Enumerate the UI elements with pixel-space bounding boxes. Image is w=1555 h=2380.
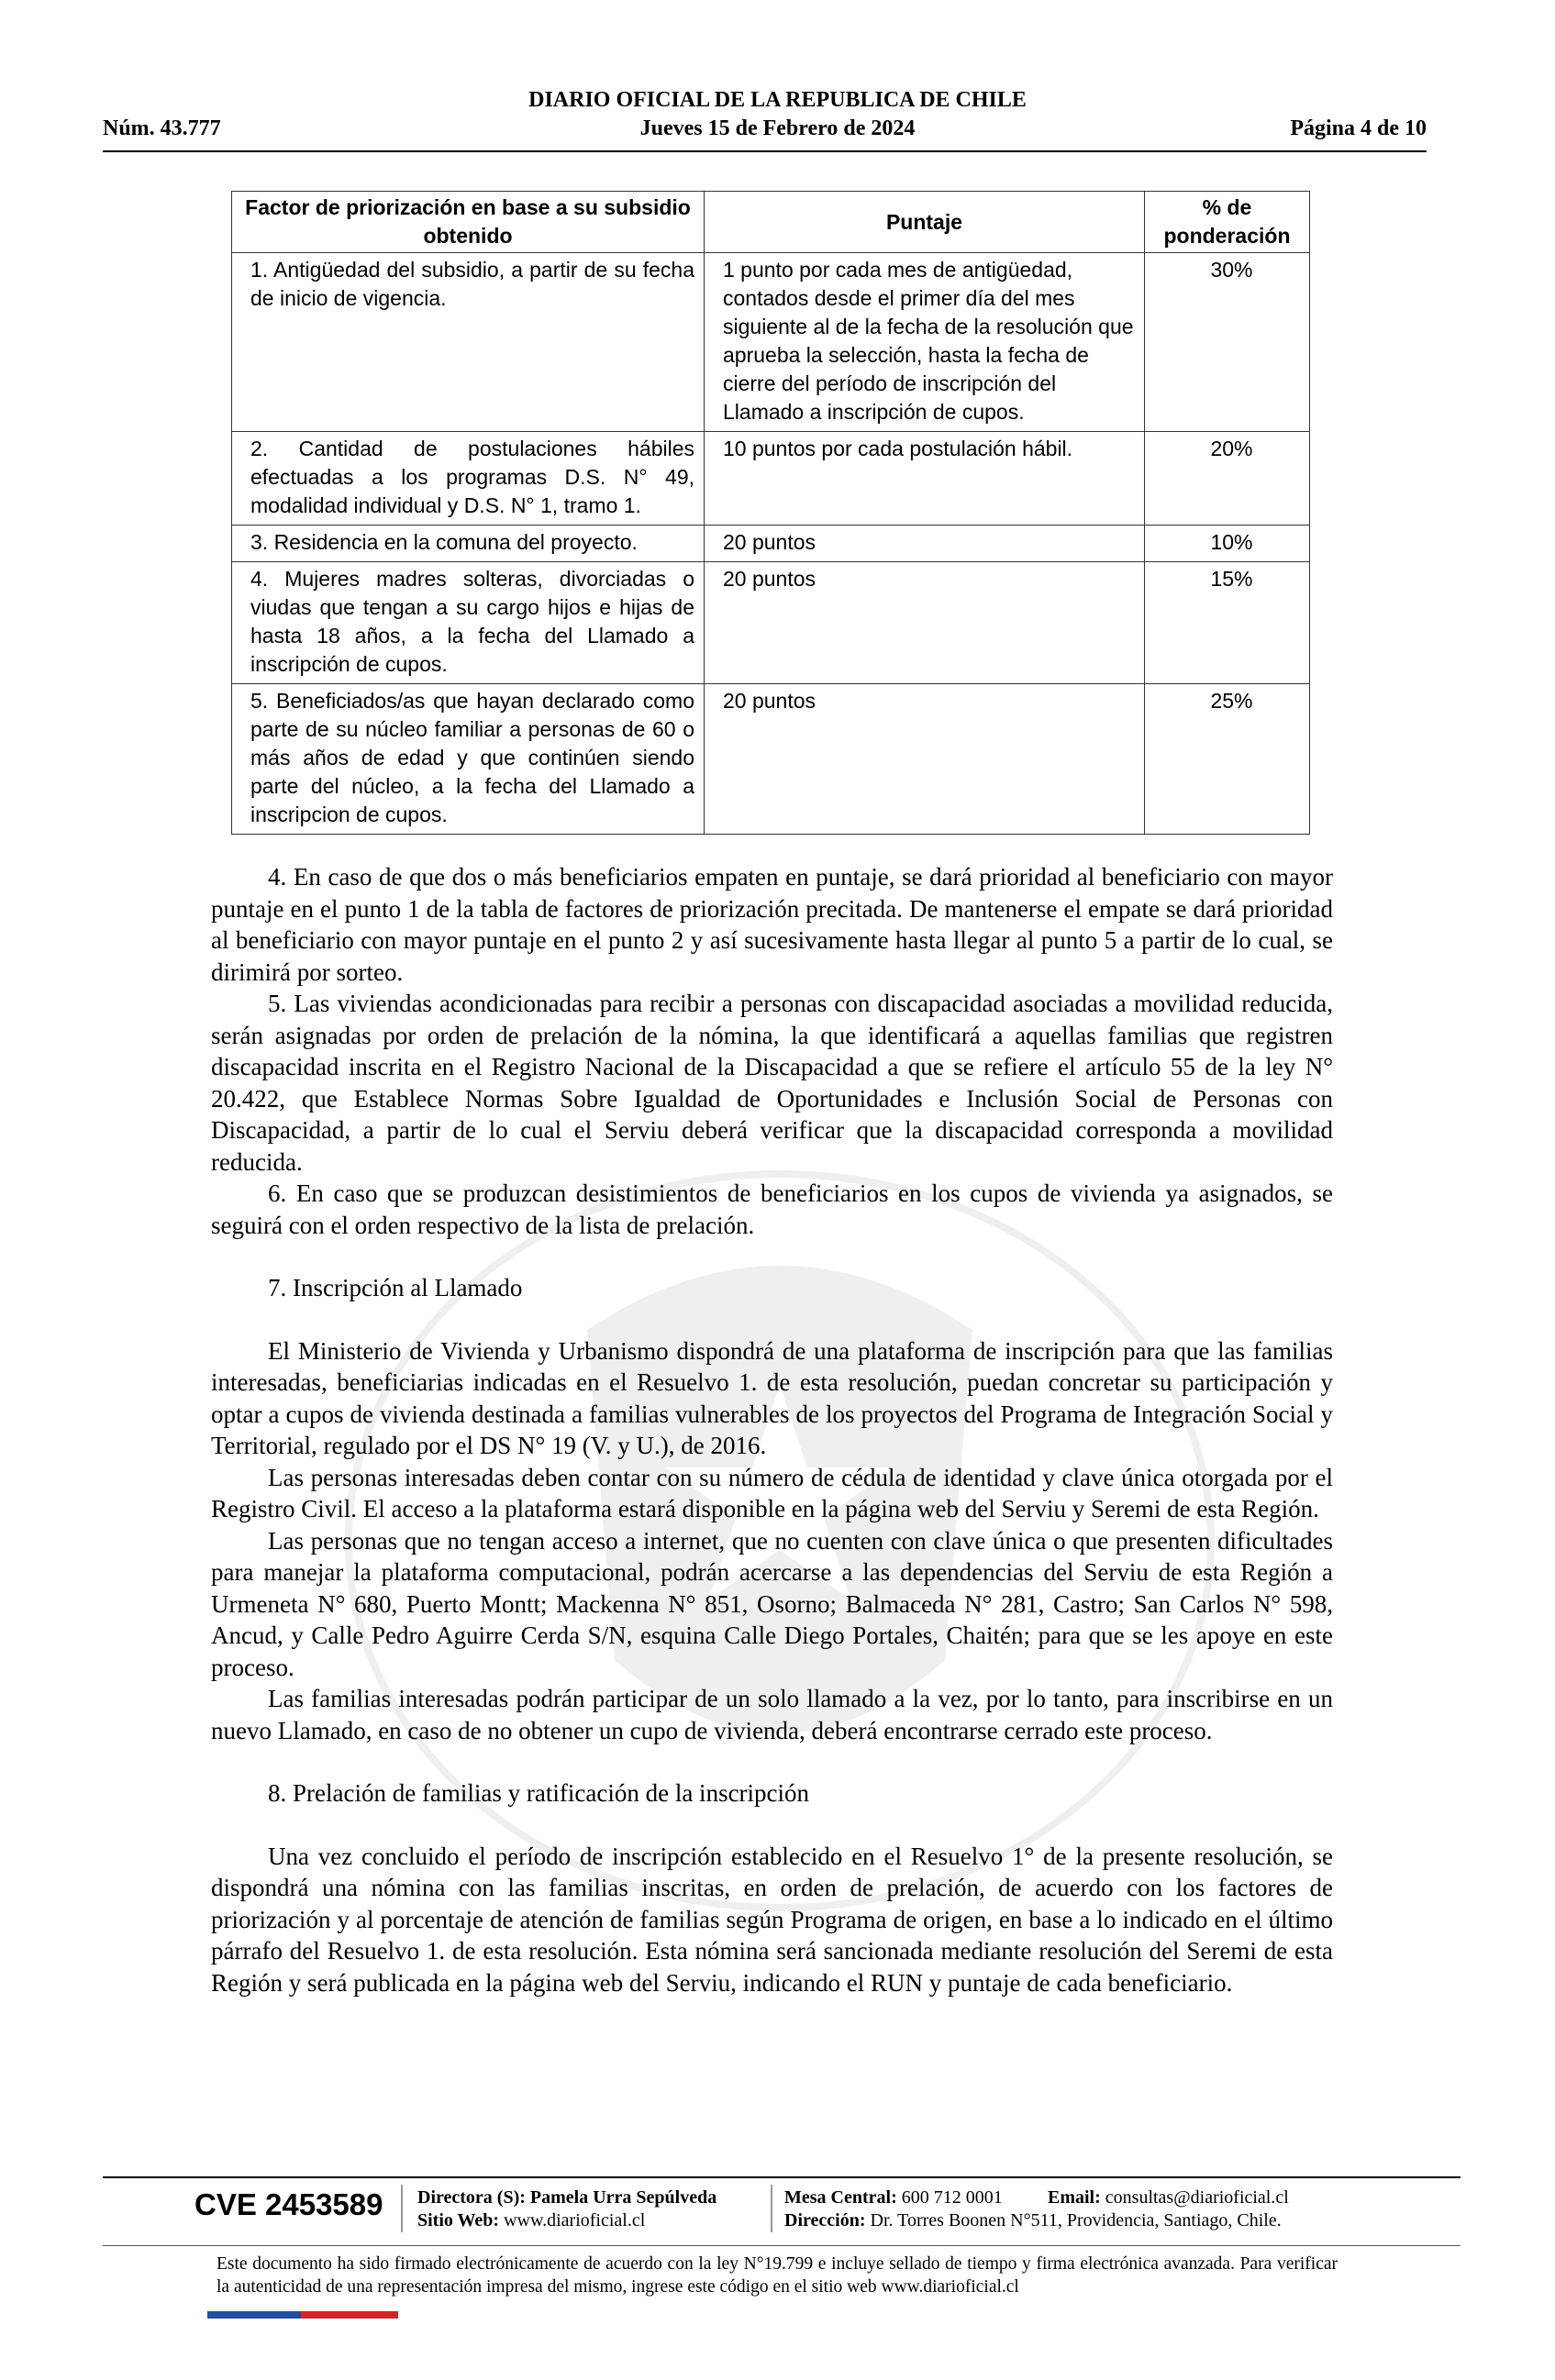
score-cell: 20 puntos bbox=[705, 562, 1145, 684]
footer-separator bbox=[401, 2185, 403, 2232]
paragraph-7c: Las personas que no tengan acceso a internet, que no cuenten con clave única o que presenten dificultades para manejar la plataforma computacional, podrán acercarse a las dependencias del Serviu de esta Región a Urmeneta N° 680, Puerto Montt; Mackenna N° 851, Osorno; Balmaceda N° 281, Castro; San Carlos N° 598, Ancud, y Calle Pedro Aguirre Cerda S/N, esquina Calle Diego Portales, Chaitén; para que se les apoye en este proceso. bbox=[211, 1526, 1333, 1681]
flag-stripe-red bbox=[301, 2311, 398, 2319]
weight-cell: 30% bbox=[1145, 253, 1310, 432]
paragraph-7d: Las familias interesadas podrán participar de un solo llamado a la vez, por lo tanto, para inscribirse en un nuevo Llamado, en caso de no obtener un cupo de vivienda, deberá encontrarse cerrado este proceso. bbox=[211, 1685, 1333, 1744]
email-link[interactable]: consultas@diarioficial.cl bbox=[1105, 2187, 1289, 2208]
address-label: Dirección: bbox=[784, 2210, 866, 2231]
header-divider bbox=[103, 150, 1427, 152]
section-heading-7: 7. Inscripción al Llamado bbox=[268, 1274, 523, 1301]
publication-title: DIARIO OFICIAL DE LA REPUBLICA DE CHILE bbox=[528, 88, 1027, 112]
address-value: Dr. Torres Boonen N°511, Providencia, Santiago, Chile. bbox=[870, 2210, 1282, 2231]
weight-cell: 10% bbox=[1145, 526, 1310, 562]
paragraph-7b: Las personas interesadas deben contar con su número de cédula de identidad y clave única otorgada por el Registro Civil. El acceso a la plataforma estará disponible en la página web del Serviu y Seremi de esta Región. bbox=[211, 1463, 1333, 1522]
page-indicator: Página 4 de 10 bbox=[1290, 116, 1427, 140]
footer-divider bbox=[103, 2176, 1461, 2178]
document-body bbox=[211, 861, 1333, 1998]
score-cell: 10 puntos por cada postulación hábil. bbox=[705, 432, 1145, 526]
weight-cell: 15% bbox=[1145, 562, 1310, 684]
phone-line bbox=[784, 2187, 1003, 2208]
paragraph-4: 4. En caso de que dos o más beneficiarios empaten en puntaje, se dará prioridad al beneficiario con mayor puntaje en el punto 1 de la tabla de factores de priorización precitada. De mantenerse el empate se dará prioridad al beneficiario con mayor puntaje en el punto 2 y así sucesivamente hasta llegar al punto 5 a partir de lo cual, se dirimirá por sorteo. bbox=[211, 863, 1333, 986]
email-line bbox=[1048, 2187, 1289, 2208]
table-row bbox=[232, 432, 1310, 526]
footer-divider bbox=[103, 2245, 1461, 2246]
factor-cell: 2. Cantidad de postulaciones hábiles efectuadas a los programas D.S. N° 49, modalidad individual y D.S. N° 1, tramo 1. bbox=[232, 432, 705, 526]
table-row bbox=[232, 526, 1310, 562]
email-label: Email: bbox=[1048, 2187, 1101, 2208]
paragraph-6: 6. En caso que se produzcan desistimientos de beneficiarios en los cupos de vivienda ya asignados, se seguirá con el orden respectivo de la lista de prelación. bbox=[211, 1179, 1333, 1239]
factor-cell: 4. Mujeres madres solteras, divorciadas o viudas que tengan a su cargo hijos e hijas de hasta 18 años, a la fecha del Llamado a inscripción de cupos. bbox=[232, 562, 705, 684]
factor-cell: 1. Antigüedad del subsidio, a partir de su fecha de inicio de vigencia. bbox=[232, 253, 705, 432]
director-line bbox=[417, 2187, 716, 2208]
priority-factors-table bbox=[231, 191, 1310, 835]
phone-value: 600 712 0001 bbox=[901, 2187, 1003, 2208]
signature-note: Este documento ha sido firmado electrónicamente de acuerdo con la ley N°19.799 e incluye sellado de tiempo y firma electrónica avanzada. Para verificar la autenticidad de una representación impresa del mismo, ingrese este código en el sitio web www.diarioficial.cl bbox=[217, 2254, 1338, 2297]
paragraph-5: 5. Las viviendas acondicionadas para recibir a personas con discapacidad asociadas a movilidad reducida, serán asignadas por orden de prelación de la nómina, la que identificará a aquellas familias que registren discapacidad inscrita en el Registro Nacional de la Discapacidad a que se refiere el artículo 55 de la ley N° 20.422, que Establece Normas Sobre Igualdad de Oportunidades e Inclusión Social de Personas con Discapacidad, a partir de lo cual el Serviu deberá verificar que la discapacidad corresponda a movilidad reducida. bbox=[211, 990, 1333, 1176]
table-row bbox=[232, 562, 1310, 684]
flag-stripe-blue bbox=[207, 2311, 301, 2319]
issue-date: Jueves 15 de Febrero de 2024 bbox=[639, 116, 916, 140]
website-label: Sitio Web: bbox=[417, 2210, 500, 2231]
table-header-score: Puntaje bbox=[705, 192, 1145, 253]
director-label: Directora (S): bbox=[417, 2187, 526, 2208]
website-line bbox=[417, 2210, 645, 2231]
address-line bbox=[784, 2210, 1282, 2231]
score-cell: 20 puntos bbox=[705, 526, 1145, 562]
table-header-factor: Factor de priorización en base a su subsidio obtenido bbox=[232, 192, 705, 253]
paragraph-7a: El Ministerio de Vivienda y Urbanismo dispondrá de una plataforma de inscripción para que las familias interesadas, beneficiarias indicadas en el Resuelvo 1. de esta resolución, puedan concretar su participación y optar a cupos de vivienda destinada a familias vulnerables de los proyectos del Programa de Integración Social y Territorial, regulado por el DS N° 19 (V. y U.), de 2016. bbox=[211, 1336, 1333, 1459]
director-name: Pamela Urra Sepúlveda bbox=[529, 2187, 717, 2208]
table-row bbox=[232, 684, 1310, 835]
score-cell: 1 punto por cada mes de antigüedad, contados desde el primer día del mes siguiente al de la fecha de la resolución que aprueba la selección, hasta la fecha de cierre del período de inscripción del Llamado a inscripción de cupos. bbox=[705, 253, 1145, 432]
footer-separator bbox=[771, 2185, 772, 2232]
cve-code: CVE 2453589 bbox=[194, 2187, 383, 2221]
table-row bbox=[232, 253, 1310, 432]
factor-cell: 3. Residencia en la comuna del proyecto. bbox=[232, 526, 705, 562]
phone-label: Mesa Central: bbox=[784, 2187, 897, 2208]
website-link[interactable]: www.diarioficial.cl bbox=[504, 2210, 646, 2231]
issue-number: Núm. 43.777 bbox=[103, 116, 221, 140]
table-header-weight: % de ponderación bbox=[1145, 192, 1310, 253]
section-heading-8: 8. Prelación de familias y ratificación de la inscripción bbox=[268, 1779, 810, 1807]
paragraph-8: Una vez concluido el período de inscripción establecido en el Resuelvo 1° de la presente resolución, se dispondrá una nómina con las familias inscritas, en orden de prelación, de acuerdo con los factores de priorización y al porcentaje de atención de familias según Programa de origen, en base a lo indicado en el último párrafo del Resuelvo 1. de esta resolución. Esta nómina será sancionada mediante resolución del Seremi de esta Región y será publicada en la página web del Serviu, indicando el RUN y puntaje de cada beneficiario. bbox=[211, 1842, 1333, 1997]
score-cell: 20 puntos bbox=[705, 684, 1145, 835]
factor-cell: 5. Beneficiados/as que hayan declarado como parte de su núcleo familiar a personas de 60 o más años de edad y que continúen siendo parte del núcleo, a la fecha del Llamado a inscripcion de cupos. bbox=[232, 684, 705, 835]
weight-cell: 20% bbox=[1145, 432, 1310, 526]
weight-cell: 25% bbox=[1145, 684, 1310, 835]
